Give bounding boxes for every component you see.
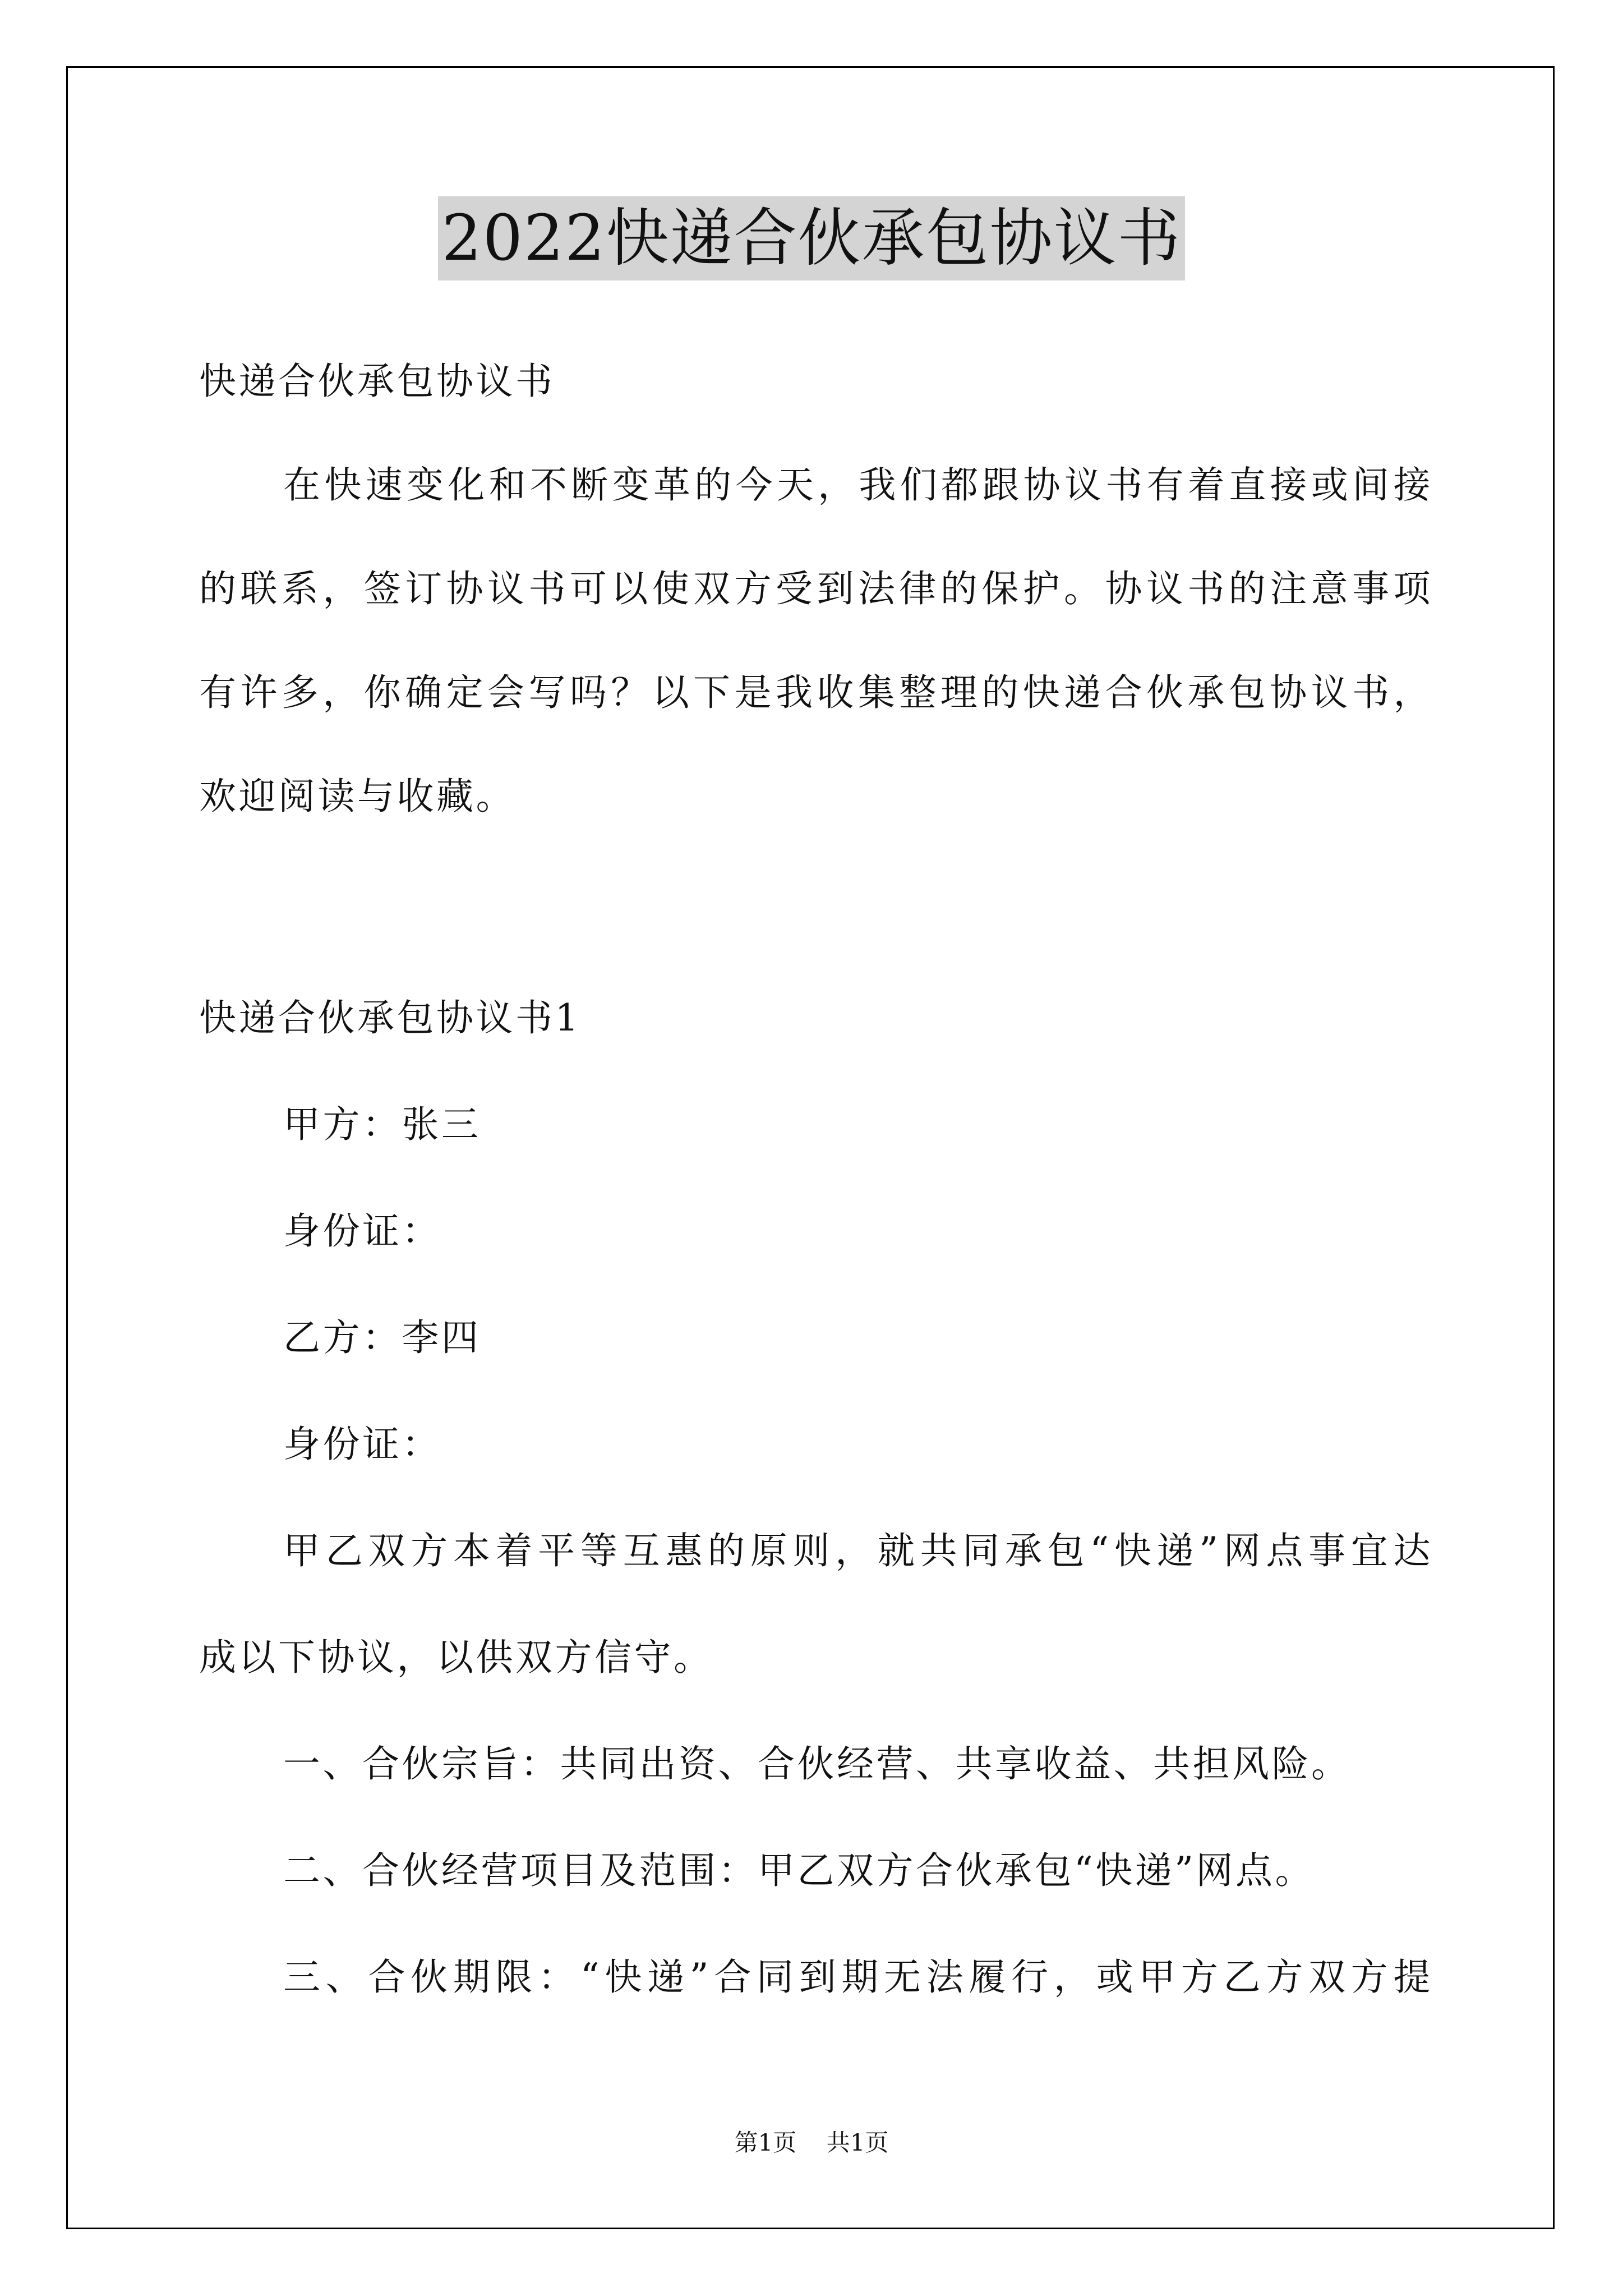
page-number: 第1页 <box>734 2129 797 2156</box>
intro-line-3: 有许多，你确定会写吗？以下是我收集整理的快递合伙承包协议书， <box>199 671 1433 714</box>
clause-intro-line-2: 成以下协议，以供双方信守。 <box>199 1636 713 1679</box>
page-footer <box>0 2126 1623 2160</box>
clause-intro-line-1: 甲乙双方本着平等互惠的原则，就共同承包“快递”网点事宜达 <box>283 1529 1433 1572</box>
clause-2: 二、合伙经营项目及范围：甲乙双方合伙承包“快递”网点。 <box>283 1849 1315 1892</box>
intro-line-1: 在快速变化和不断变革的今天，我们都跟协议书有着直接或间接 <box>283 463 1433 507</box>
section-heading: 快递合伙承包协议书1 <box>199 996 581 1039</box>
subtitle: 快递合伙承包协议书 <box>199 360 555 403</box>
page-total: 共1页 <box>826 2129 889 2156</box>
party-a-id: 身份证： <box>283 1209 441 1253</box>
document-title: 2022快递合伙承包协议书 <box>438 196 1184 280</box>
party-a: 甲方：张三 <box>283 1103 481 1146</box>
party-b-id: 身份证： <box>283 1423 441 1466</box>
footer-spacer <box>796 2129 826 2156</box>
intro-line-4: 欢迎阅读与收藏。 <box>199 775 515 818</box>
clause-1: 一、合伙宗旨：共同出资、合伙经营、共享收益、共担风险。 <box>283 1742 1351 1786</box>
title-container <box>0 196 1623 280</box>
intro-line-2: 的联系，签订协议书可以使双方受到法律的保护。协议书的注意事项 <box>199 567 1433 610</box>
clause-3: 三、合伙期限：“快递”合同到期无法履行，或甲方乙方双方提 <box>283 1955 1433 1999</box>
party-b: 乙方：李四 <box>283 1316 481 1359</box>
